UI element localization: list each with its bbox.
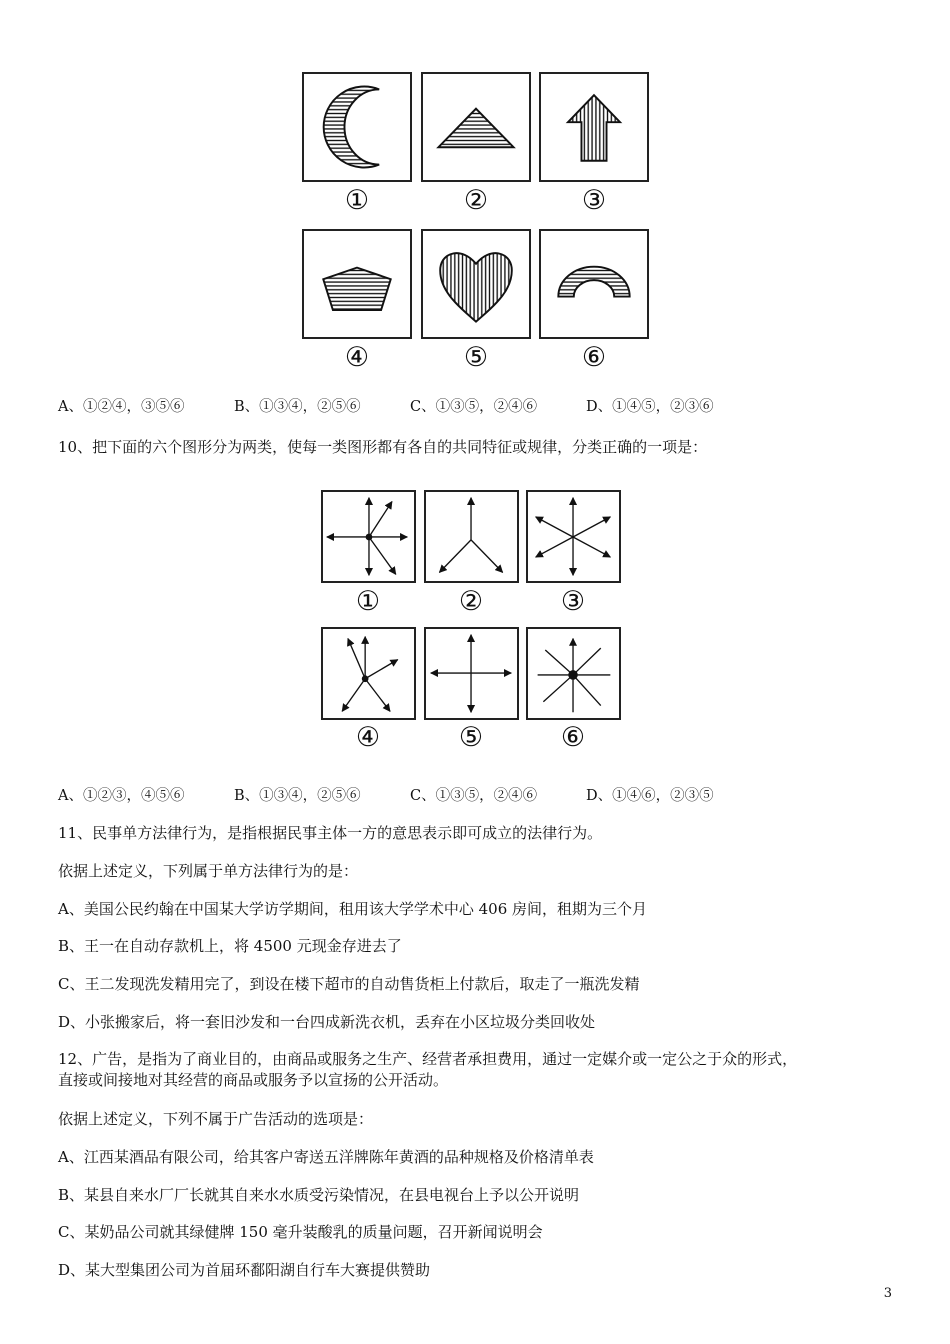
q11-option-c[interactable]: C、王二发现洗发精用完了，到设在楼下超市的自动售货柜上付款后，取走了一瓶洗发精 [58, 975, 640, 993]
figure-q9-box-2 [421, 72, 531, 182]
figure-q10-box-3 [526, 490, 621, 583]
figure-q9-label-4: ④ [344, 342, 370, 373]
crescent-shape [304, 74, 410, 180]
figure-q9-label-1: ① [344, 185, 370, 216]
q12-option-b[interactable]: B、某县自来水厂厂长就其自来水水质受污染情况，在县电视台上予以公开说明 [58, 1186, 580, 1204]
figure-q9-label-5: ⑤ [463, 342, 489, 373]
q11-option-d[interactable]: D、小张搬家后，将一套旧沙发和一台四成新洗衣机，丢弃在小区垃圾分类回收处 [58, 1013, 596, 1031]
q12-option-a[interactable]: A、江西某酒品有限公司，给其客户寄送五洋牌陈年黄酒的品种规格及价格清单表 [58, 1148, 594, 1166]
q11-option-a[interactable]: A、美国公民约翰在中国某大学访学期间，租用该大学学术中心 406 房间，租期为三个月 [58, 900, 648, 918]
q11-definition: 11、民事单方法律行为，是指根据民事主体一方的意思表示即可成立的法律行为。 [58, 824, 603, 842]
q11-option-b[interactable]: B、王一在自动存款机上，将 4500 元现金存进去了 [58, 937, 402, 955]
q9-option-b[interactable]: B、①③④，②⑤⑥ [234, 399, 361, 415]
figure-q9-label-3: ③ [581, 185, 607, 216]
figure-q9-box-4 [302, 229, 412, 339]
figure-q10-label-2: ② [458, 586, 484, 617]
q10-options [58, 786, 714, 806]
arrow-burst-3 [528, 492, 619, 581]
figure-q10-label-5: ⑤ [458, 722, 484, 753]
figure-q10-box-1 [321, 490, 416, 583]
q10-option-d[interactable]: D、①④⑥，②③⑤ [586, 788, 714, 804]
arrow-burst-2 [426, 492, 517, 581]
figure-q9-box-5 [421, 229, 531, 339]
arrow-burst-6 [528, 629, 619, 718]
heart-shape [423, 231, 529, 337]
q12-option-c[interactable]: C、某奶品公司就其绿健牌 150 毫升装酸乳的质量问题，召开新闻说明会 [58, 1223, 543, 1241]
q12-option-d[interactable]: D、某大型集团公司为首届环鄱阳湖自行车大赛提供赞助 [58, 1261, 431, 1279]
triangle-shape [423, 74, 529, 180]
arch-shape [541, 231, 647, 337]
figure-q9-label-2: ② [463, 185, 489, 216]
figure-q10-box-5 [424, 627, 519, 720]
figure-q9-box-1 [302, 72, 412, 182]
q10-option-a[interactable]: A、①②③，④⑤⑥ [58, 788, 185, 804]
arrow-burst-5 [426, 629, 517, 718]
q9-option-a[interactable]: A、①②④，③⑤⑥ [58, 399, 185, 415]
figure-q10-label-1: ① [355, 586, 381, 617]
q9-options [58, 397, 714, 417]
q10-option-b[interactable]: B、①③④，②⑤⑥ [234, 788, 361, 804]
figure-q10-box-4 [321, 627, 416, 720]
q12-definition-line1: 12、广告，是指为了商业目的，由商品或服务之生产、经营者承担费用，通过一定媒介或一定公之于众的形式， [58, 1050, 798, 1068]
arrow-burst-4 [323, 629, 414, 718]
arrow-burst-1 [323, 492, 414, 581]
q10-question: 10、把下面的六个图形分为两类，使每一类图形都有各自的共同特征或规律，分类正确的一项是： [58, 438, 708, 456]
figure-q9-box-3 [539, 72, 649, 182]
figure-q10-label-3: ③ [560, 586, 586, 617]
q9-option-c[interactable]: C、①③⑤，②④⑥ [410, 399, 538, 415]
pentagon-shape [304, 231, 410, 337]
figure-q10-label-4: ④ [355, 722, 381, 753]
figure-q9-box-6 [539, 229, 649, 339]
figure-q10-box-2 [424, 490, 519, 583]
q12-definition-line2: 直接或间接地对其经营的商品或服务予以宣扬的公开活动。 [58, 1071, 449, 1089]
q11-question: 依据上述定义，下列属于单方法律行为的是： [58, 862, 359, 880]
figure-q9-label-6: ⑥ [581, 342, 607, 373]
arrow-up-shape [541, 74, 647, 180]
figure-q10-label-6: ⑥ [560, 722, 586, 753]
q12-question: 依据上述定义，下列不属于广告活动的选项是： [58, 1110, 374, 1128]
page-number: 3 [883, 1286, 892, 1301]
q10-option-c[interactable]: C、①③⑤，②④⑥ [410, 788, 538, 804]
q9-option-d[interactable]: D、①④⑤，②③⑥ [586, 399, 714, 415]
figure-q10-box-6 [526, 627, 621, 720]
